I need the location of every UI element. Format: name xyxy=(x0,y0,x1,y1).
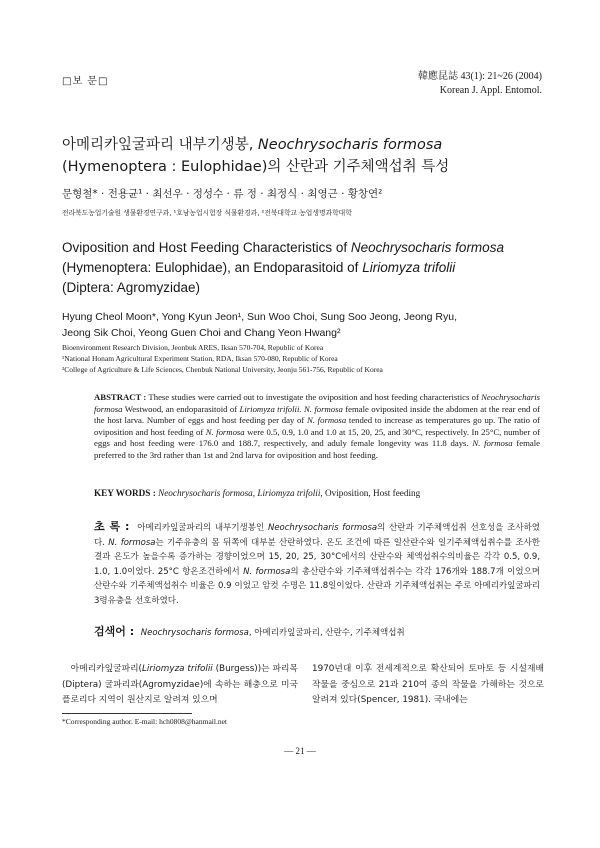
title-ko-part2: (Hymenoptera : Eulophidae)의 산란과 기주체액섭취 특성 xyxy=(62,159,450,175)
keywords-ko-label: 검색어 : xyxy=(94,625,135,638)
abstract-ko-text: 의 총산란수와 기주체액섭취수는 각각 176개와 188.7개 이었으며 산란수와 기주체액섭취수 비율은 0.9 이었고 암컷 수명은 11.8일이었다. 산란과 기주체액섭취는 주로 아메리카잎굴파리 3령유충을 선호하였다. xyxy=(94,566,541,606)
abstract-ko-species: N. formosa xyxy=(108,537,156,548)
keywords-label: KEY WORDS : xyxy=(94,488,156,498)
keywords-species: Neochrysocharis formosa, Liriomyza trifolii xyxy=(155,488,321,498)
affil-en-1: ¹National Honam Agricultural Experiment Station, RDA, Iksan 570-080, Republic of Korea xyxy=(62,354,338,363)
body-text: 아메리카잎굴파리( xyxy=(70,664,142,674)
footnote-divider xyxy=(62,713,192,714)
body-column-right: 1970년대 이후 전세계적으로 확산되어 토마토 등 시설재배작물을 중심으로 21과 210여 종의 작물을 가해하는 것으로 알려져 있다(Spencer, 1981). 국내에는 xyxy=(312,664,544,705)
abstract-ko-species: Neochrysocharis formosa xyxy=(267,523,378,533)
authors-en-line1: Hyung Cheol Moon*, Yong Kyun Jeon¹, Sun Woo Choi, Sung Soo Jeong, Jeong Ryu, xyxy=(62,311,457,323)
abstract-text: These studies were carried out to investigate the oviposition and host feeding characteristics of xyxy=(146,392,482,402)
title-english xyxy=(62,238,548,298)
keywords-ko-rest: , 아메리카잎굴파리, 산란수, 기주체액섭취 xyxy=(248,628,405,638)
keywords-rest: , Oviposition, Host feeding xyxy=(320,488,421,498)
journal-name-en: Korean J. Appl. Entomol. xyxy=(439,85,542,96)
title-en-host: Liriomyza trifolii xyxy=(362,260,456,275)
title-ko-part1: 아메리카잎굴파리 내부기생봉, xyxy=(62,137,258,153)
journal-citation xyxy=(418,70,542,98)
page-number: — 21 — xyxy=(284,746,316,756)
keywords-korean xyxy=(94,623,540,639)
journal-citation-ko: 韓應昆誌 43(1): 21~26 (2004) xyxy=(417,71,542,82)
title-korean xyxy=(62,134,542,178)
affiliations-english xyxy=(62,342,542,375)
abstract-english xyxy=(94,392,540,462)
article-type-label: □보 문□ xyxy=(62,76,109,87)
abstract-ko-text: 는 기주유충의 몸 뒤쪽에 대부분 산란하였다. 온도 조건에 따른 일산란수와 일기주체액섭취수를 조사한 결과 온도가 높을수록 증가하는 경향이었으며 15, 20, 25, 30°C에서의 산란수와 체액섭취수의비율은 각각 0.5, 0.9, 1.0, 1.0이었다. 25°C 항온조건하에서 xyxy=(94,537,540,577)
authors-korean: 문형철* · 전용균¹ · 최선우 · 정성수 · 류 정 · 최정식 · 최영근 · 황창연² xyxy=(62,188,383,200)
abstract-species: N. formosa xyxy=(205,426,245,437)
abstract-ko-species: N. formosa xyxy=(243,566,291,577)
body-species: Liriomyza trifolii xyxy=(142,664,213,674)
title-ko-species: Neochrysocharis formosa xyxy=(257,137,443,153)
abstract-text: female oviposited inside the abdomen at the rear end of the host larva. Number of eggs and host feeding per day of xyxy=(94,403,541,426)
abstract-text: Westwood, an endoparasitoid of xyxy=(122,403,240,414)
abstract-species: N. formosa xyxy=(306,415,347,426)
body-text: (Burgess))는 파리목(Diptera) 굴파리과(Agromyzidae)에 속하는 해충으로 미국 플로리다 지역이 원산지로 알려져 있으며 xyxy=(62,664,298,705)
abstract-ko-text: 의 산란과 기주체액섭취 선호성을 조사하였다. xyxy=(94,523,541,548)
title-en-part1: Oviposition and Host Feeding Characteristics of xyxy=(62,240,351,255)
authors-english xyxy=(62,309,542,341)
authors-en-line2: Jeong Sik Choi, Yeong Guen Choi and Chang Yeon Hwang² xyxy=(62,327,341,339)
abstract-ko-text: 아메리카잎굴파리의 내부기생봉인 xyxy=(133,523,268,533)
abstract-species: N. formosa xyxy=(472,438,513,449)
footnote-corresponding-author: *Corresponding author. E-mail: hch0808@hanmail.net xyxy=(62,717,227,726)
title-en-part2: (Hymenoptera: Eulophidae), an Endoparasitoid of xyxy=(62,260,363,275)
abstract-label: ABSTRACT : xyxy=(94,392,147,402)
abstract-species: N. formosa xyxy=(303,403,343,414)
affil-en-0: Bioenvironment Research Division, Jeonbuk ARES, Iksan 570-704, Republic of Korea xyxy=(62,343,324,352)
body-column-left xyxy=(62,662,298,709)
abstract-species: Liriomyza trifolii. xyxy=(239,403,302,414)
keywords-english xyxy=(94,488,540,498)
affiliations-korean: 전라북도농업기술원 생물환경연구과, ¹호남농업시험장 식물환경과, ²전북대학교 농업생명과학대학 xyxy=(62,209,352,217)
affil-en-2: ²College of Agriculture & Life Sciences, Chenbuk National University, Jeonju 561-756, Republic of Korea xyxy=(62,365,383,374)
abstract-ko-label: 초 록 : xyxy=(94,520,130,533)
abstract-text: tended to increase as temperatures go up. The ratio of oviposition and host feeding of xyxy=(94,415,540,437)
title-en-part3: (Diptera: Agromyzidae) xyxy=(62,280,201,295)
keywords-ko-species: Neochrysocharis formosa xyxy=(138,628,249,638)
abstract-species: Neochrysocharis formosa xyxy=(94,392,541,414)
title-en-species: Neochrysocharis formosa xyxy=(350,240,504,255)
abstract-text: were 0.5, 0.9, 1.0 and 1.0 at 15, 20, 25, and 30°C, respectively. In 25°C, number of eggs and host feeding were 176.0 and 188.7, respectively, and aduly female longevity was 11.8 days. xyxy=(94,426,540,449)
abstract-korean xyxy=(94,520,540,608)
abstract-text: female preferred to the 3rd rather than 1st and 2nd larva for oviposition and host feeding. xyxy=(94,438,540,460)
